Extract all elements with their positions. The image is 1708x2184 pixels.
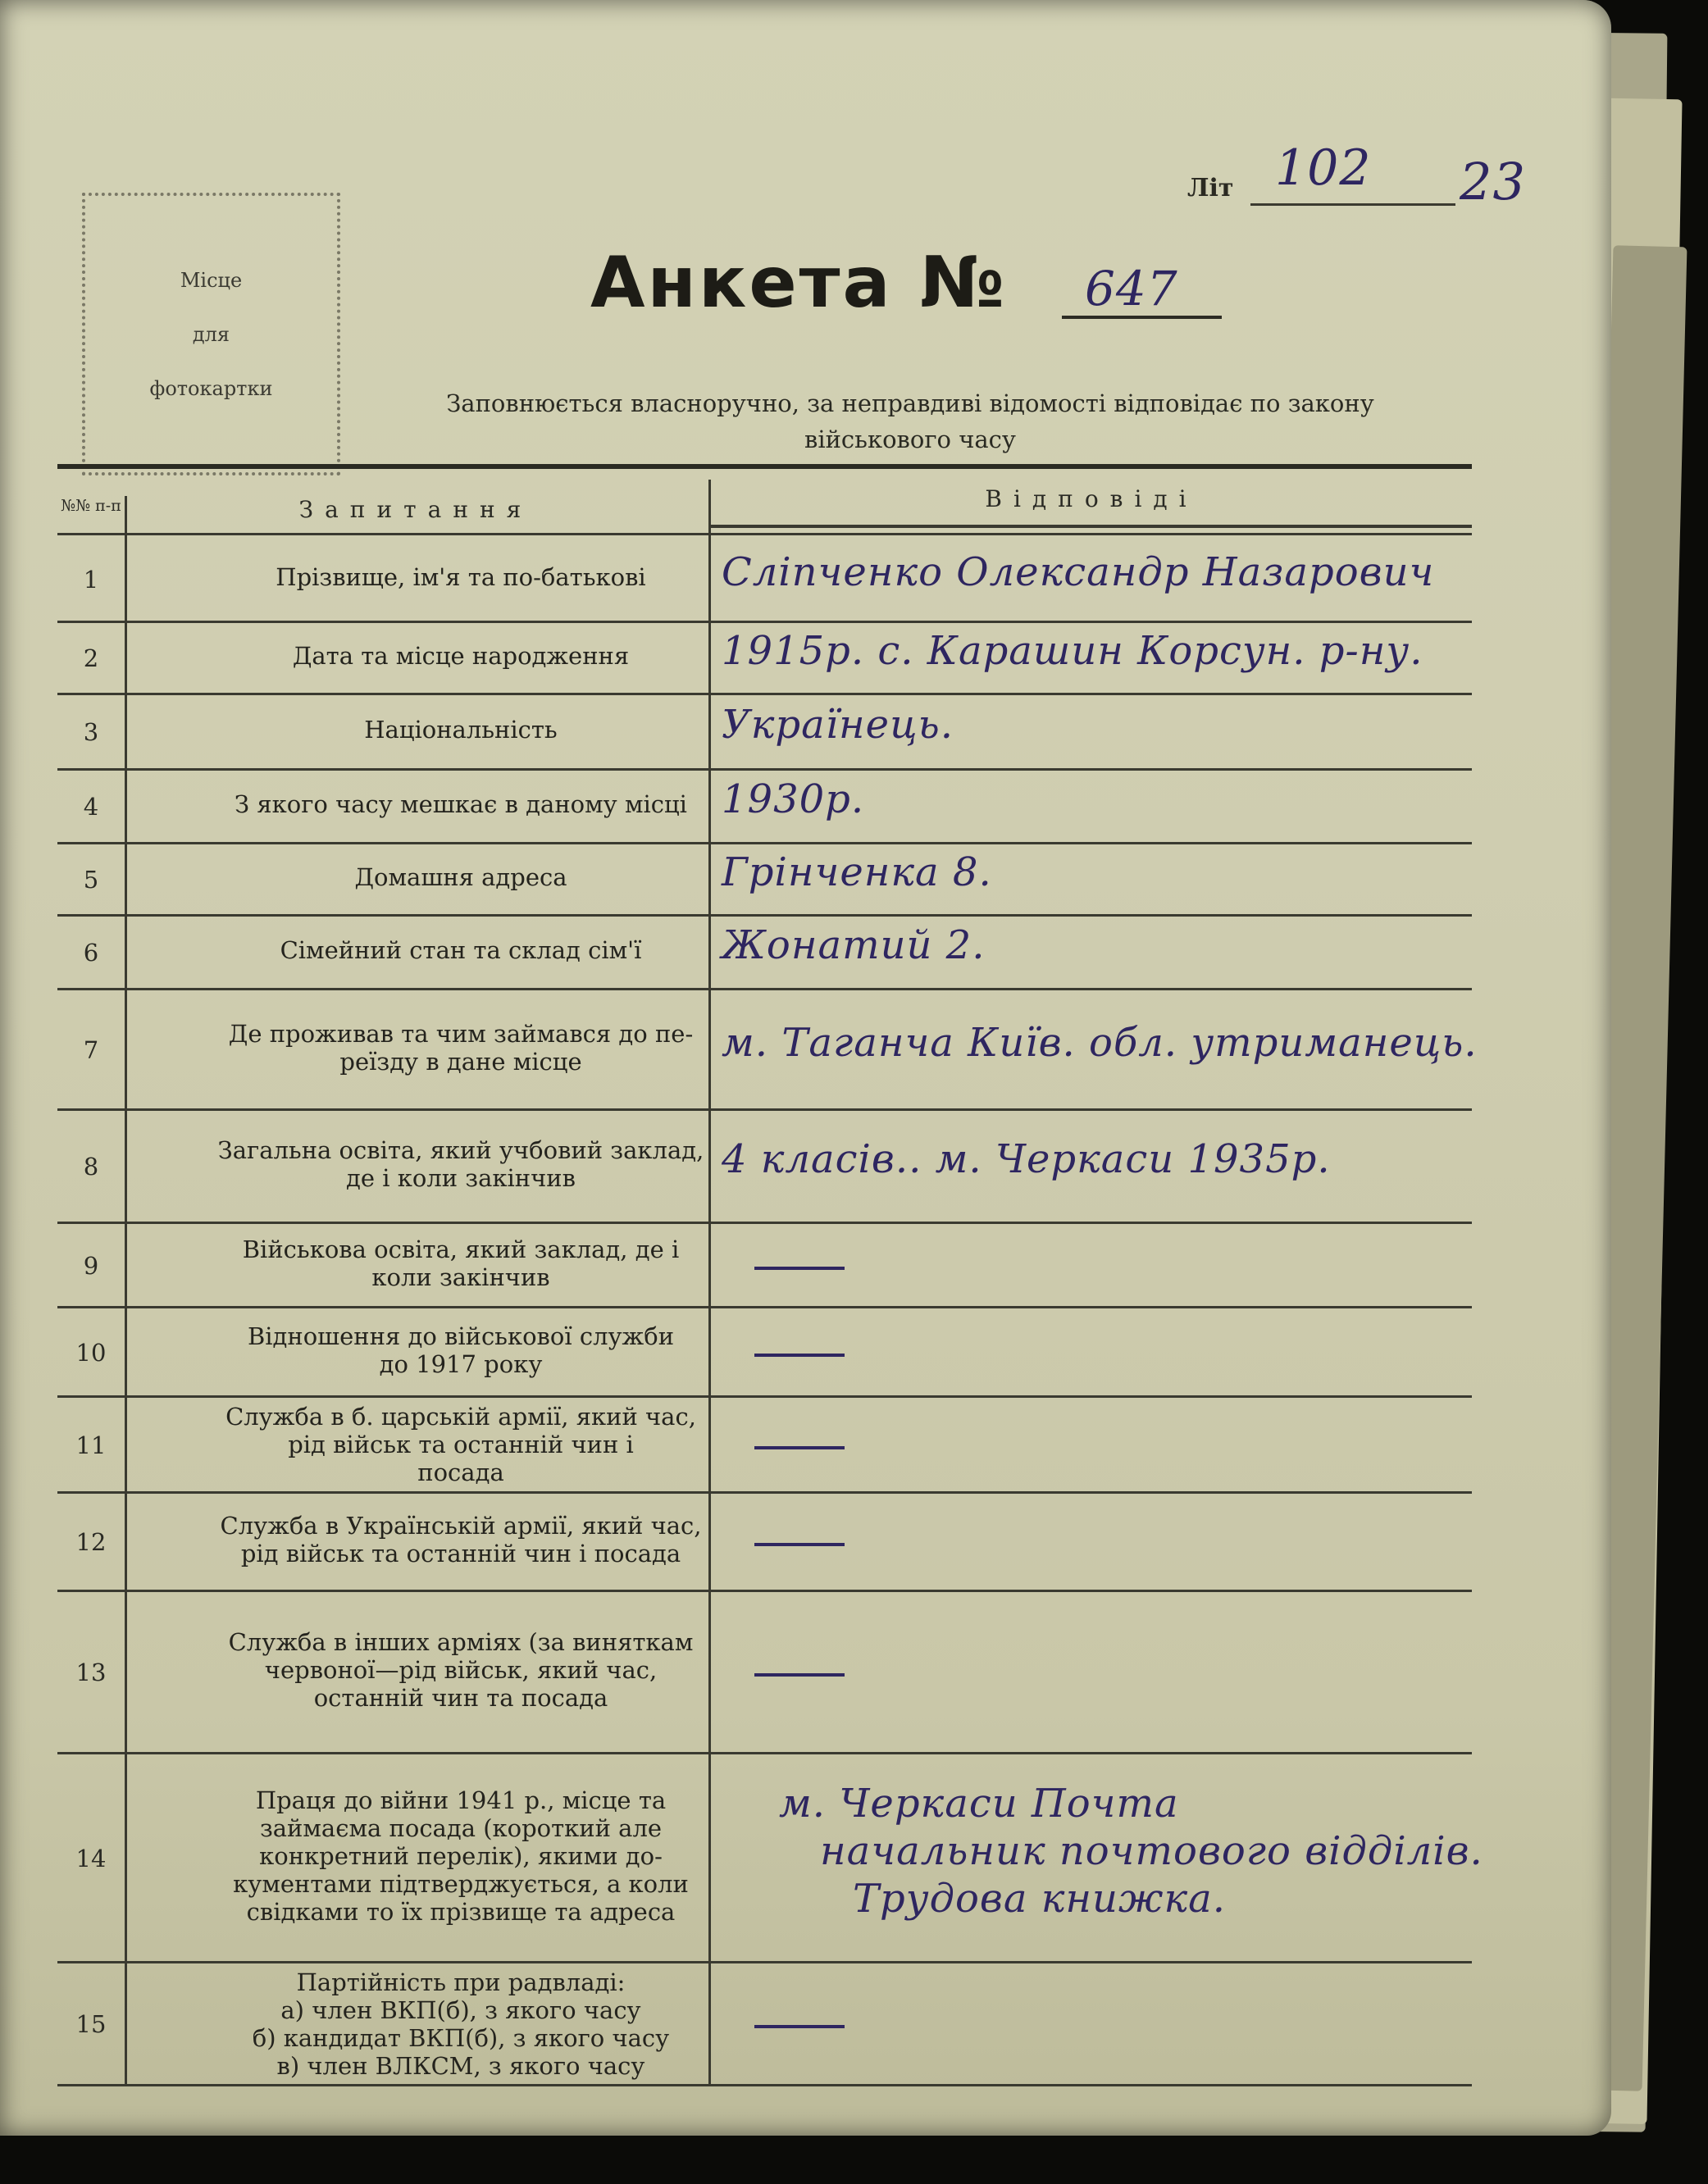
header-rule: [57, 464, 1472, 469]
empty-answer-dash: [754, 1354, 845, 1357]
table-row: [57, 1224, 1472, 1308]
column-header-number: №№ п-п: [61, 497, 121, 515]
question-line: рід військ та останній чин і посада: [240, 1540, 681, 1567]
question-line: Національність: [364, 716, 558, 744]
answer-line: 4 класів.. м. Черкаси 1935р.: [722, 1136, 1331, 1182]
question-line: займаєма посада (короткий але: [259, 1813, 663, 1842]
row-number: 1: [83, 565, 99, 594]
lit-label: Літ: [1187, 174, 1234, 202]
question-line: коли закінчив: [371, 1263, 550, 1291]
row-number: 15: [75, 2010, 107, 2038]
table-row: [57, 990, 1478, 1111]
question-line: З якого часу мешкає в даному місці: [235, 790, 687, 818]
answer-header-rule: [708, 525, 1472, 528]
header-divider: [57, 533, 1472, 535]
row-number: 6: [83, 939, 99, 967]
question-line: свідками то їх прізвище та адреса: [246, 1897, 676, 1926]
table-row: [57, 1592, 1472, 1754]
empty-answer-dash: [754, 1673, 845, 1677]
column-header-question: Запитання: [298, 496, 533, 523]
table-row: [57, 917, 1472, 990]
question-line: в) член ВЛКСМ, з якого часу: [276, 2052, 645, 2080]
answer-line: Грінченка 8.: [722, 849, 992, 895]
photo-label-line: для: [192, 322, 230, 346]
table-row: [57, 1398, 1472, 1494]
question-text: [157, 1786, 764, 1926]
answer-handwritten: [722, 849, 1542, 896]
title-underline: [1062, 316, 1222, 319]
table-row: [57, 1963, 1472, 2086]
row-divider: [57, 2084, 1472, 2086]
lit-number-2: 23: [1460, 152, 1526, 212]
table-row: [57, 771, 1472, 844]
subtitle: [361, 385, 1460, 457]
question-line: Партійність при радвладі:: [296, 1968, 626, 1996]
question-text: [157, 1968, 764, 2080]
answer-line: Українець.: [722, 702, 954, 748]
page-title: Анкета №: [590, 242, 1007, 324]
question-text: [157, 716, 764, 744]
empty-answer-dash: [754, 2025, 845, 2028]
question-line: Де проживав та чим займався до пе-: [228, 1019, 694, 1048]
row-number: 7: [83, 1035, 99, 1064]
answer-line: м. Черкаси Почта: [779, 1780, 1179, 1827]
photo-label-line: Місце: [180, 268, 243, 292]
row-number: 11: [75, 1431, 107, 1459]
question-line: Відношення до військової служби: [247, 1322, 675, 1350]
question-line: Прізвище, ім'я та по-батькові: [276, 562, 646, 591]
question-line: Військова освіта, який заклад, де і: [242, 1235, 680, 1263]
question-line: конкретний перелік), якими до-: [259, 1841, 663, 1870]
subtitle-line: Заповнюється власноручно, за неправдиві відомості відповідає по закону: [446, 389, 1374, 417]
row-number: 13: [75, 1658, 107, 1686]
question-line: до 1917 року: [379, 1349, 543, 1378]
empty-answer-dash: [754, 1446, 845, 1449]
question-line: Служба в інших арміях (за виняткам: [228, 1628, 694, 1656]
answer-line: 1915р. с. Карашин Корсун. р-ну.: [722, 628, 1423, 674]
row-number: 9: [83, 1251, 99, 1280]
question-line: останній чин та посада: [313, 1684, 608, 1712]
question-line: реїзду в дане місце: [339, 1047, 582, 1076]
question-line: Праця до війни 1941 р., місце та: [255, 1786, 667, 1814]
question-text: [157, 1235, 764, 1291]
question-line: де і коли закінчив: [346, 1164, 576, 1192]
row-number: 3: [83, 718, 99, 746]
column-header-answer: Відповіді: [985, 485, 1198, 512]
question-text: [157, 1322, 764, 1378]
question-line: б) кандидат ВКП(б), з якого часу: [252, 2024, 670, 2052]
question-line: Домашня адреса: [354, 863, 567, 891]
question-text: [157, 1512, 764, 1567]
answer-handwritten: [722, 548, 1542, 596]
row-number: 2: [83, 644, 99, 672]
answer-line: начальник почтового відділів.: [820, 1827, 1483, 1874]
question-text: [157, 1136, 764, 1192]
question-line: Служба в Українській армії, який час,: [220, 1512, 702, 1540]
subtitle-line: військового часу: [804, 425, 1016, 453]
row-number: 5: [83, 866, 99, 894]
answer-line: м. Таганча Київ. обл. утриманець.: [722, 1019, 1478, 1066]
question-line: Сімейний стан та склад сім'ї: [280, 936, 642, 964]
question-line: Загальна освіта, який учбовий заклад,: [217, 1136, 704, 1164]
question-line: Служба в б. царській армії, який час,: [225, 1403, 696, 1431]
row-number: 8: [83, 1153, 99, 1181]
row-number: 12: [75, 1528, 107, 1556]
question-line: червоної—рід військ, який час,: [264, 1656, 658, 1684]
empty-answer-dash: [754, 1267, 845, 1270]
question-text: [157, 790, 764, 818]
answer-line: Жонатий 2.: [722, 922, 986, 968]
answer-handwritten: [722, 776, 1542, 823]
table-row: [57, 1308, 1472, 1398]
row-number: 14: [75, 1844, 107, 1872]
table-row: [57, 537, 1472, 623]
question-line: Дата та місце народження: [292, 642, 630, 670]
row-number: 4: [83, 793, 99, 821]
question-text: [157, 1628, 764, 1712]
question-line: рід військ та останній чин і: [288, 1431, 634, 1458]
question-line: кументами підтверджується, а коли: [233, 1869, 689, 1898]
question-text: [157, 642, 764, 670]
column-divider: [708, 480, 711, 2086]
answer-line: Сліпченко Олександр Назарович: [722, 548, 1435, 595]
photo-label-line: фотокартки: [149, 376, 273, 400]
question-line: а) член ВКП(б), з якого часу: [280, 1996, 641, 2024]
question-text: [157, 936, 764, 964]
lit-underline: [1250, 203, 1455, 206]
answer-handwritten: [722, 1135, 1542, 1183]
empty-answer-dash: [754, 1543, 845, 1546]
table-row: [57, 623, 1472, 695]
lit-number: 102: [1275, 139, 1372, 197]
answer-handwritten: [722, 627, 1542, 675]
answer-handwritten: [746, 1780, 1566, 1922]
table-row: [57, 1754, 1483, 1963]
table-row: [57, 1111, 1472, 1224]
question-text: [157, 563, 764, 591]
table-row: [57, 695, 1472, 771]
question-text: [157, 863, 764, 891]
table-row: [57, 1494, 1472, 1592]
answer-handwritten: [722, 1019, 1542, 1067]
answer-line: Трудова книжка.: [853, 1875, 1227, 1922]
title-number: 647: [1085, 261, 1178, 316]
question-line: посада: [417, 1458, 504, 1486]
row-number: 10: [75, 1338, 107, 1367]
question-text: [157, 1403, 764, 1486]
table-row: [57, 844, 1472, 917]
answer-handwritten: [722, 701, 1542, 748]
answer-line: 1930р.: [722, 776, 865, 822]
question-text: [157, 1020, 764, 1076]
column-divider: [125, 496, 127, 2086]
photo-placeholder: [82, 193, 340, 475]
answer-handwritten: [722, 921, 1542, 969]
